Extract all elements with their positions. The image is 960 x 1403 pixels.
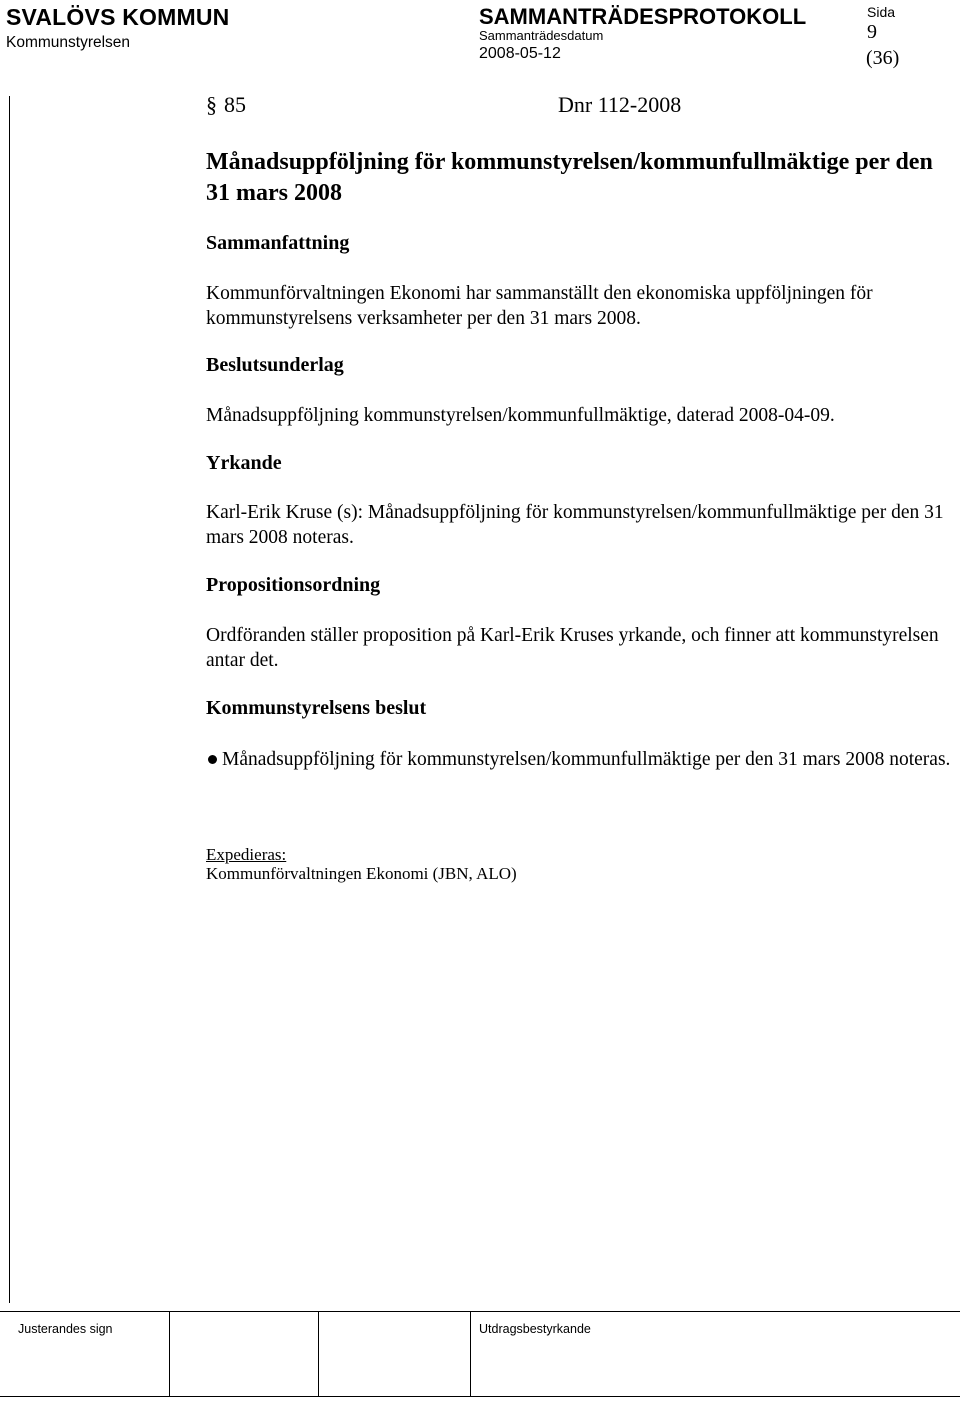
justerandes-sign-label: Justerandes sign [18, 1322, 113, 1336]
footer-rule [0, 1311, 960, 1312]
footer-divider [169, 1311, 170, 1397]
text-sammanfattning: Kommunförvaltningen Ekonomi har sammanställt den ekonomiska uppföljningen för kommunstyrelsens verksamheter per den 31 mars 2008. [206, 283, 873, 329]
text-yrkande: Karl-Erik Kruse (s): Månadsuppföljning för kommunstyrelsen/kommunfullmäktige per den 31 mars 2008 noteras. [206, 502, 944, 548]
section-title: Månadsuppföljning för kommunstyrelsen/kommunfullmäktige per den 31 mars 2008 [206, 149, 933, 206]
utdragsbestyrkande-label: Utdragsbestyrkande [479, 1322, 591, 1336]
page-number: 9 [867, 21, 877, 43]
heading-beslut: Kommunstyrelsens beslut [206, 697, 427, 719]
org-name: SVALÖVS KOMMUN [6, 4, 230, 30]
text-beslut-bullet: Månadsuppföljning för kommunstyrelsen/kommunfullmäktige per den 31 mars 2008 noteras. [222, 749, 951, 770]
date-value: 2008-05-12 [479, 45, 561, 62]
heading-yrkande: Yrkande [206, 452, 282, 474]
heading-beslutsunderlag: Beslutsunderlag [206, 354, 344, 376]
diary-number: Dnr 112-2008 [558, 92, 682, 117]
doc-type: SAMMANTRÄDESPROTOKOLL [479, 4, 807, 29]
expedieras-label: Expedieras: [206, 845, 287, 864]
footer-divider [470, 1311, 471, 1397]
footer-rule [0, 1396, 960, 1397]
margin-rule [9, 96, 10, 1303]
expedieras-value: Kommunförvaltningen Ekonomi (JBN, ALO) [206, 864, 517, 883]
page-total: (36) [866, 47, 900, 69]
page-label: Sida [867, 4, 896, 20]
org-sub: Kommunstyrelsen [6, 34, 131, 51]
paragraph-sign: § [206, 92, 217, 117]
heading-sammanfattning: Sammanfattning [206, 232, 350, 254]
text-propositionsordning: Ordföranden ställer proposition på Karl-Erik Kruses yrkande, och finner att kommunstyrelsen antar det. [206, 625, 939, 671]
text-beslutsunderlag: Månadsuppföljning kommunstyrelsen/kommunfullmäktige, daterad 2008-04-09. [206, 405, 835, 426]
date-label: Sammanträdesdatum [479, 28, 604, 43]
heading-propositionsordning: Propositionsordning [206, 574, 381, 596]
paragraph-number: 85 [224, 92, 246, 117]
footer-divider [318, 1311, 319, 1397]
